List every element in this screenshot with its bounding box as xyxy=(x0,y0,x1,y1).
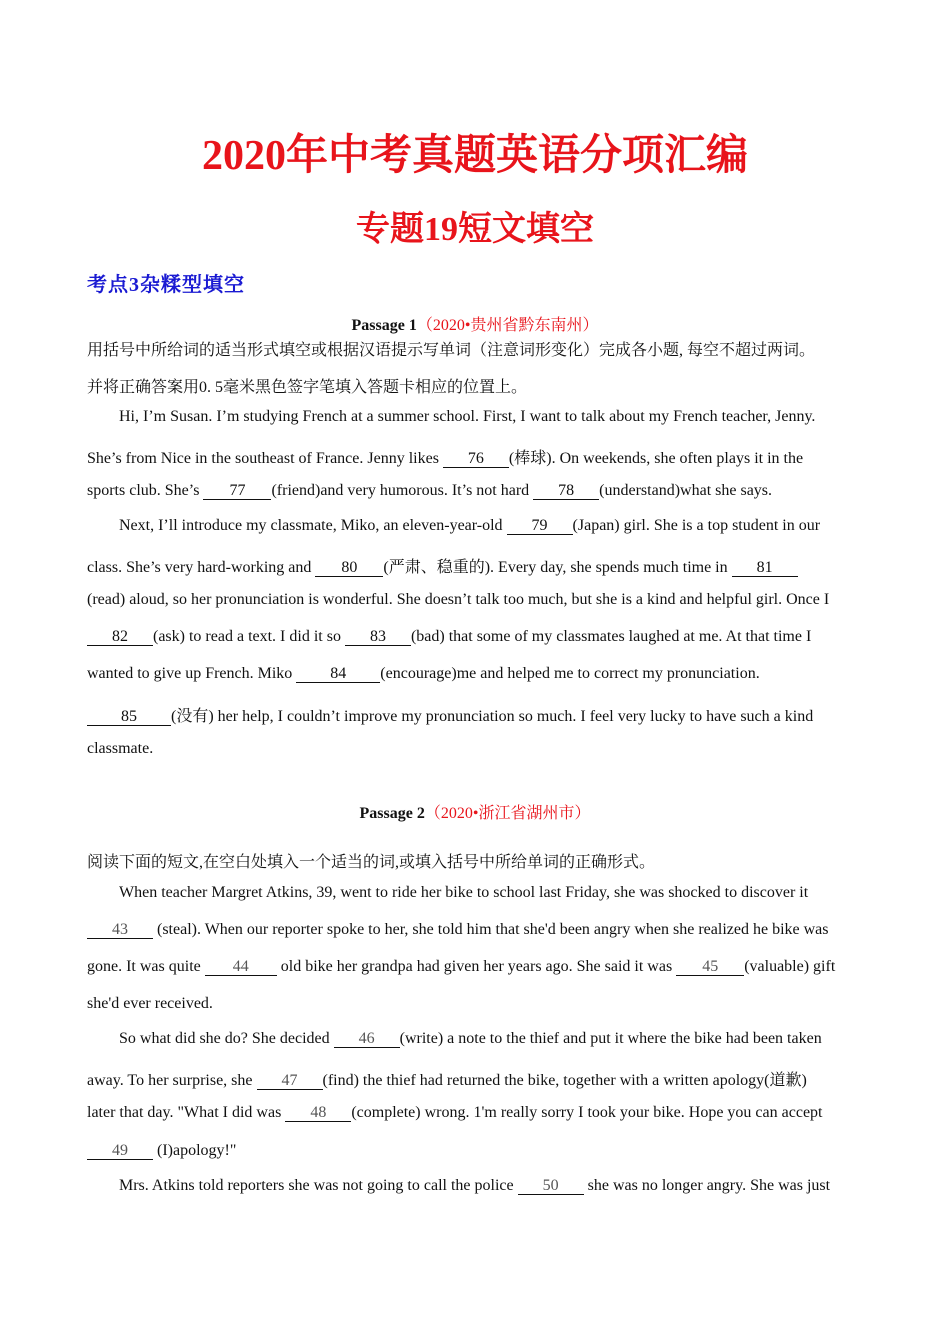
blank-50: 50 xyxy=(518,1177,584,1195)
blank-44: 44 xyxy=(205,958,277,976)
text-line: she'd ever received. xyxy=(87,995,213,1012)
text-span: later that day. "What I did was xyxy=(87,1104,286,1121)
text-span: (valuable) gift xyxy=(744,958,836,975)
text-line xyxy=(87,665,760,683)
text-line xyxy=(87,445,803,468)
text-line xyxy=(87,958,835,976)
passage2-label: Passage 2 xyxy=(359,805,425,822)
text-span: wanted to give up French. Miko xyxy=(87,665,297,682)
text-line xyxy=(87,1067,807,1090)
blank-43: 43 xyxy=(87,921,153,939)
blank-84: 84 xyxy=(296,665,380,683)
blank-80: 80 xyxy=(315,559,383,577)
text-span: (棒球). On weekends, she often plays it in the xyxy=(508,450,804,467)
text-span: (friend)and very humorous. It’s not hard xyxy=(271,482,534,499)
text-span: (steal). When our reporter spoke to her, she told him that she'd been angry when she realized he bike was xyxy=(153,921,829,938)
text-span: (Japan) girl. She is a top student in our xyxy=(572,517,821,534)
text-span: class. She’s very hard-working and xyxy=(87,559,316,576)
passage1-instruction-2: 并将正确答案用0. 5毫米黑色签字笔填入答题卡相应的位置上。 xyxy=(87,379,528,396)
passage2-source: （2020•浙江省湖州市） xyxy=(424,805,591,822)
text-line: (read) aloud, so her pronunciation is wonderful. She doesn’t talk too much, but she is a kind and helpful girl. Once I xyxy=(87,591,830,608)
text-line: When teacher Margret Atkins, 39, went to ride her bike to school last Friday, she was shocked to discover it xyxy=(119,884,809,901)
text-line: Hi, I’m Susan. I’m studying French at a summer school. First, I want to talk about my French teacher, Jenny. xyxy=(119,408,816,425)
text-span: (bad) that some of my classmates laughed at me. At that time I xyxy=(410,628,812,645)
passage1-heading xyxy=(0,312,950,335)
text-line xyxy=(119,517,820,535)
text-span: old bike her grandpa had given her years ago. She said it was xyxy=(276,958,677,975)
blank-78: 78 xyxy=(533,482,599,500)
document-title: 2020年中考真题英语分项汇编 xyxy=(201,133,748,179)
passage1-label: Passage 1 xyxy=(351,317,417,334)
text-line xyxy=(87,628,811,646)
blank-77: 77 xyxy=(203,482,271,500)
text-line xyxy=(87,921,829,939)
text-span: (complete) wrong. 1'm really sorry I took your bike. Hope you can accept xyxy=(351,1104,823,1121)
passage1-source: （2020•贵州省黔东南州） xyxy=(416,317,599,334)
blank-46: 46 xyxy=(334,1030,400,1048)
text-line xyxy=(119,1030,822,1048)
text-span: (I)apology!" xyxy=(153,1142,237,1159)
text-span: (understand)what she says. xyxy=(599,482,773,499)
passage2-instruction: 阅读下面的短文,在空白处填入一个适当的词,或填入括号中所给单词的正确形式。 xyxy=(87,854,656,871)
text-span: she was no longer angry. She was just xyxy=(583,1177,831,1194)
text-line: classmate. xyxy=(87,740,154,757)
blank-45: 45 xyxy=(676,958,744,976)
blank-49: 49 xyxy=(87,1142,153,1160)
text-line xyxy=(87,482,772,500)
blank-83: 83 xyxy=(345,628,411,646)
text-span: So what did she do? She decided xyxy=(119,1030,334,1047)
blank-81: 81 xyxy=(732,559,798,577)
text-line xyxy=(119,1177,830,1195)
text-span: (没有) her help, I couldn’t improve my pronunciation so much. I feel very lucky to have such a kind xyxy=(171,708,814,725)
text-span: gone. It was quite xyxy=(87,958,205,975)
text-line xyxy=(87,1104,822,1122)
blank-47: 47 xyxy=(257,1072,323,1090)
blank-85: 85 xyxy=(87,708,171,726)
blank-76: 76 xyxy=(443,450,509,468)
blank-79: 79 xyxy=(507,517,573,535)
text-span: (encourage)me and helped me to correct my pronunciation. xyxy=(380,665,760,682)
text-line xyxy=(87,554,798,577)
section-heading: 考点3杂糅型填空 xyxy=(87,274,245,296)
blank-48: 48 xyxy=(285,1104,351,1122)
text-span: (严肃、稳重的). Every day, she spends much time in xyxy=(383,559,732,576)
text-span: away. To her surprise, she xyxy=(87,1072,257,1089)
blank-82: 82 xyxy=(87,628,153,646)
text-span: sports club. She’s xyxy=(87,482,204,499)
text-span: (write) a note to the thief and put it where the bike had been taken xyxy=(399,1030,822,1047)
text-span: Next, I’ll introduce my classmate, Miko, an eleven-year-old xyxy=(119,517,507,534)
passage2-heading xyxy=(0,800,950,823)
text-span: Mrs. Atkins told reporters she was not going to call the police xyxy=(119,1177,518,1194)
passage1-instruction-1: 用括号中所给词的适当形式填空或根据汉语提示写单词（注意词形变化）完成各小题, 每空不超过两词。 xyxy=(87,342,816,359)
text-line xyxy=(87,1142,236,1160)
text-span: (find) the thief had returned the bike, together with a written apology(道歉) xyxy=(322,1072,807,1089)
document-subtitle: 专题19短文填空 xyxy=(356,211,594,248)
text-span: (ask) to read a text. I did it so xyxy=(153,628,345,645)
text-line xyxy=(87,703,813,726)
text-span: She’s from Nice in the southeast of France. Jenny likes xyxy=(87,450,443,467)
